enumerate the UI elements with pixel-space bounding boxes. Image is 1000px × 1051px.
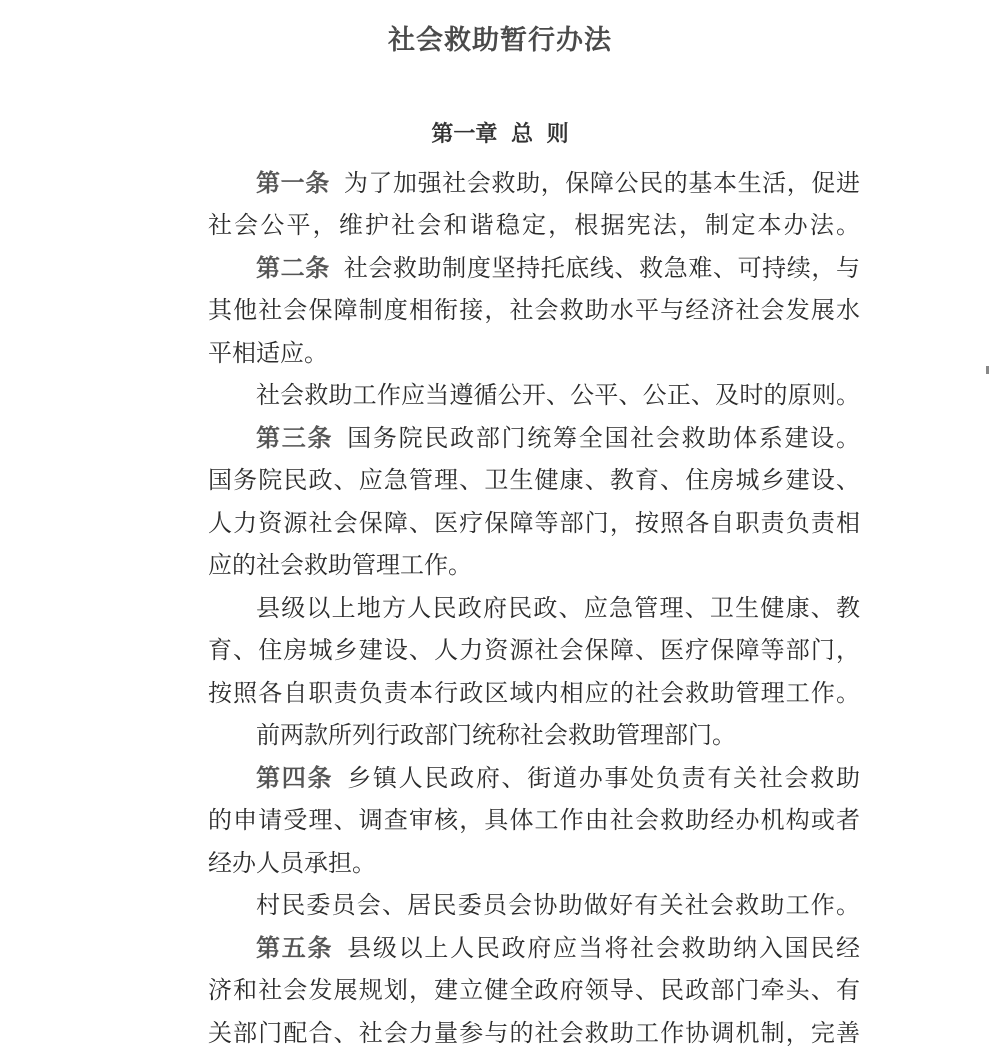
text-line [208,292,860,328]
text-line [256,420,860,456]
text-line [208,972,860,1008]
text-line [256,590,860,626]
line-text: 济和社会发展规划，建立健全政府领导、民政部门牵头、有 [208,976,860,1004]
line-text: 社会救助制度坚持托底线、救急难、可持续，与 [343,254,860,282]
line-text: 社会公平，维护社会和谐稳定，根据宪法，制定本办法。 [208,211,860,239]
text-line [256,887,860,923]
line-text: 国务院民政部门统筹全国社会救助体系建设。 [347,424,860,452]
line-text: 经办人员承担。 [208,849,376,877]
line-text: 为了加强社会救助，保障公民的基本生活，促进 [343,169,860,197]
text-line [208,675,860,711]
line-text: 其他社会保障制度相衔接，社会救助水平与经济社会发展水 [208,296,860,324]
article-number: 第四条 [256,763,334,792]
line-text: 乡镇人民政府、街道办事处负责有关社会救助 [347,764,860,792]
document-title: 社会救助暂行办法 [388,25,612,56]
line-text: 社会救助工作应当遵循公开、公平、公正、及时的原则。 [256,381,860,409]
line-text: 县级以上人民政府应当将社会救助纳入国民经 [347,934,860,962]
line-text: 应的社会救助管理工作。 [208,551,472,579]
article-number: 第三条 [256,423,334,452]
text-line [208,207,860,243]
text-line [208,802,860,838]
line-text: 国务院民政、应急管理、卫生健康、教育、住房城乡建设、 [208,466,860,494]
text-line [256,760,860,796]
text-line [208,462,860,498]
text-line [256,717,860,753]
text-line [256,250,860,286]
text-line [208,845,860,881]
text-line [256,165,860,201]
line-text: 村民委员会、居民委员会协助做好有关社会救助工作。 [256,891,860,919]
line-text: 县级以上地方人民政府民政、应急管理、卫生健康、教 [256,594,860,622]
article-number: 第五条 [256,933,334,962]
line-text: 的申请受理、调查审核，具体工作由社会救助经办机构或者 [208,806,860,834]
text-line [208,547,860,583]
line-text: 按照各自职责负责本行政区域内相应的社会救助管理工作。 [208,679,860,707]
article-number: 第二条 [256,253,330,282]
line-text: 关部门配合、社会力量参与的社会救助工作协调机制，完善 [208,1019,860,1047]
chapter-title: 第一章 总 则 [431,121,569,147]
line-text: 人力资源社会保障、医疗保障等部门，按照各自职责负责相 [208,509,860,537]
text-line [208,335,860,371]
text-line [256,377,860,413]
text-line [208,1015,860,1051]
scan-mark [986,366,989,374]
line-text: 前两款所列行政部门统称社会救助管理部门。 [256,721,736,749]
line-text: 平相适应。 [208,339,328,367]
line-text: 育、住房城乡建设、人力资源社会保障、医疗保障等部门， [208,636,860,664]
text-line [256,930,860,966]
article-number: 第一条 [256,168,330,197]
text-line [208,632,860,668]
text-line [208,505,860,541]
